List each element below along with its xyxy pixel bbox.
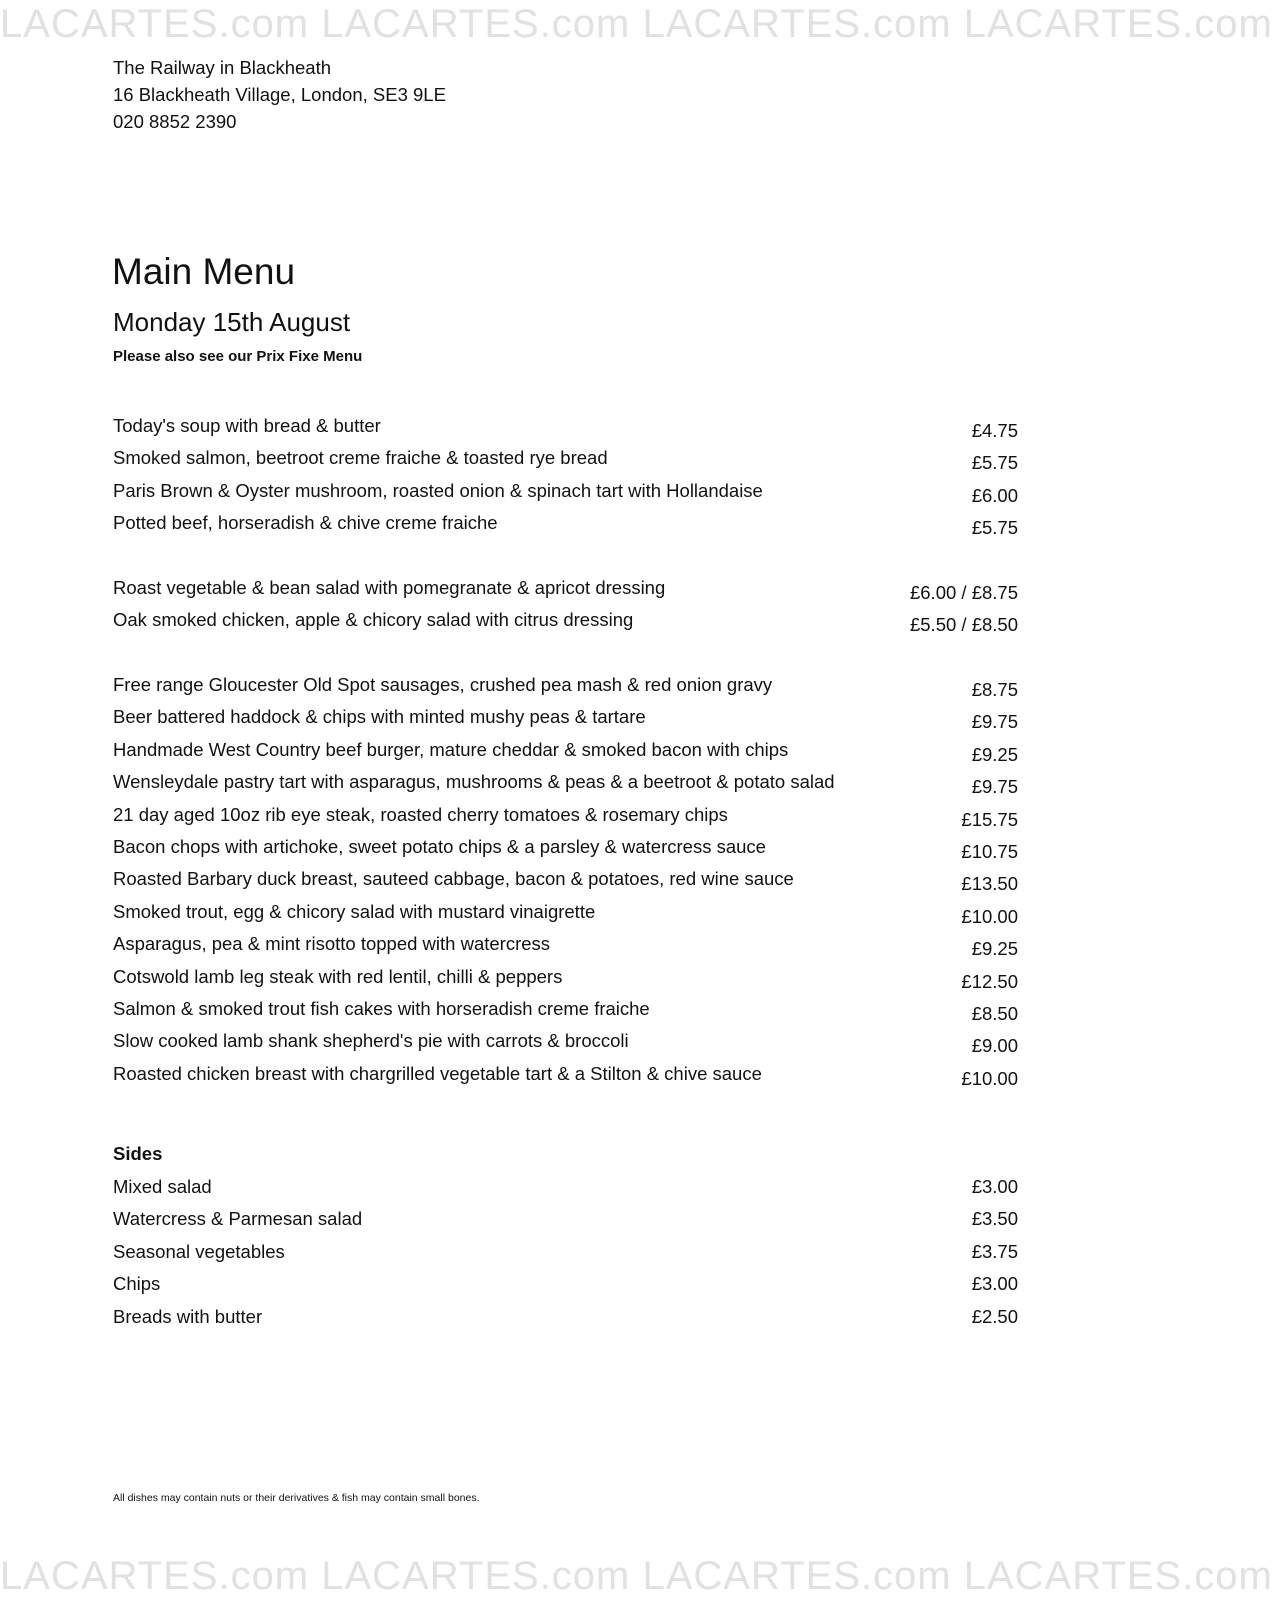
menu-item-name: Salmon & smoked trout fish cakes with horseradish creme fraiche bbox=[113, 997, 650, 1019]
menu-item-price: £9.75 bbox=[971, 711, 1018, 733]
menu-item-name: Handmade West Country beef burger, mature cheddar & smoked bacon with chips bbox=[113, 738, 789, 760]
menu-item-price: £3.75 bbox=[971, 1240, 1018, 1262]
menu-item-price: £6.00 / £8.75 bbox=[909, 582, 1018, 603]
restaurant-address: 16 Blackheath Village, London, SE3 9LE bbox=[113, 84, 446, 105]
menu-item-price: £8.75 bbox=[971, 679, 1018, 700]
menu-item-name: Today's soup with bread & butter bbox=[113, 415, 381, 436]
menu-item-name: Roast vegetable & bean salad with pomegranate & apricot dressing bbox=[113, 577, 666, 598]
menu-item bbox=[113, 674, 1018, 706]
menu-item-name: Cotswold lamb leg steak with red lentil, chilli & peppers bbox=[113, 965, 563, 987]
menu-item-price: £3.00 bbox=[971, 1176, 1018, 1197]
sides-list bbox=[113, 1176, 1018, 1338]
menu-item bbox=[113, 933, 1018, 965]
menu-item bbox=[113, 1273, 1018, 1305]
menu-item bbox=[113, 771, 1018, 803]
menu-item-price: £5.75 bbox=[971, 517, 1018, 539]
menu-item-price: £9.25 bbox=[971, 938, 1018, 960]
menu-item-name: Wensleydale pastry tart with asparagus, mushrooms & peas & a beetroot & potato salad bbox=[113, 771, 835, 793]
menu-item-price: £4.75 bbox=[971, 420, 1018, 441]
mains-list bbox=[113, 674, 1018, 1095]
menu-item-price: £12.50 bbox=[961, 970, 1018, 992]
menu-item bbox=[113, 1241, 1018, 1273]
sides-heading: Sides bbox=[113, 1143, 163, 1164]
menu-item-price: £15.75 bbox=[961, 808, 1018, 830]
menu-item-price: £6.00 bbox=[971, 484, 1018, 506]
menu-item-name: Chips bbox=[113, 1273, 161, 1295]
menu-item-price: £9.00 bbox=[971, 1035, 1018, 1057]
menu-item-price: £3.00 bbox=[971, 1273, 1018, 1295]
prix-fixe-note: Please also see our Prix Fixe Menu bbox=[113, 348, 363, 365]
menu-item-name: Bacon chops with artichoke, sweet potato chips & a parsley & watercress sauce bbox=[113, 835, 766, 857]
restaurant-name: The Railway in Blackheath bbox=[113, 57, 331, 78]
menu-item-name: Roasted chicken breast with chargrilled vegetable tart & a Stilton & chive sauce bbox=[113, 1062, 762, 1084]
menu-item bbox=[113, 1063, 1018, 1095]
watermark-top: LACARTES.com LACARTES.com LACARTES.com LACARTES.com bbox=[0, 2, 1273, 46]
menu-title: Main Menu bbox=[112, 251, 296, 292]
menu-item-name: Breads with butter bbox=[113, 1305, 263, 1327]
menu-item-name: Roasted Barbary duck breast, sauteed cabbage, bacon & potatoes, red wine sauce bbox=[113, 868, 794, 890]
salads-list bbox=[113, 577, 1018, 642]
menu-item-price: £13.50 bbox=[961, 873, 1018, 895]
menu-item bbox=[113, 577, 1018, 609]
menu-item-name: Free range Gloucester Old Spot sausages, crushed pea mash & red onion gravy bbox=[113, 674, 773, 695]
menu-item bbox=[113, 901, 1018, 933]
menu-item-name: Oak smoked chicken, apple & chicory salad with citrus dressing bbox=[113, 609, 634, 631]
menu-item-name: Mixed salad bbox=[113, 1176, 212, 1197]
menu-item-name: Seasonal vegetables bbox=[113, 1240, 285, 1262]
menu-item bbox=[113, 415, 1018, 447]
menu-item-price: £9.25 bbox=[971, 743, 1018, 765]
menu-item-name: Smoked trout, egg & chicory salad with mustard vinaigrette bbox=[113, 900, 596, 922]
menu-item bbox=[113, 804, 1018, 836]
menu-item bbox=[113, 966, 1018, 998]
menu-item-price: £8.50 bbox=[971, 1002, 1018, 1024]
starters-list bbox=[113, 415, 1018, 545]
restaurant-address-block bbox=[113, 54, 446, 135]
menu-item bbox=[113, 1306, 1018, 1338]
menu-item bbox=[113, 1176, 1018, 1208]
menu-item-price: £3.50 bbox=[971, 1208, 1018, 1230]
menu-item-name: Beer battered haddock & chips with minted mushy peas & tartare bbox=[113, 706, 646, 728]
menu-item-name: 21 day aged 10oz rib eye steak, roasted cherry tomatoes & rosemary chips bbox=[113, 803, 728, 825]
menu-item bbox=[113, 609, 1018, 641]
menu-item bbox=[113, 868, 1018, 900]
menu-item bbox=[113, 998, 1018, 1030]
watermark-bottom: LACARTES.com LACARTES.com LACARTES.com LACARTES.com bbox=[0, 1554, 1273, 1598]
menu-item bbox=[113, 739, 1018, 771]
menu-item-price: £2.50 bbox=[971, 1305, 1018, 1327]
menu-item-name: Paris Brown & Oyster mushroom, roasted onion & spinach tart with Hollandaise bbox=[113, 479, 763, 501]
menu-item-price: £5.75 bbox=[971, 452, 1018, 474]
menu-item-price: £10.00 bbox=[961, 905, 1018, 927]
menu-item bbox=[113, 447, 1018, 479]
menu-item bbox=[113, 836, 1018, 868]
menu-item bbox=[113, 1208, 1018, 1240]
menu-item-price: £5.50 / £8.50 bbox=[909, 614, 1018, 636]
menu-item-name: Asparagus, pea & mint risotto topped with watercress bbox=[113, 933, 551, 955]
restaurant-phone: 020 8852 2390 bbox=[113, 111, 237, 132]
menu-item bbox=[113, 706, 1018, 738]
menu-item bbox=[113, 512, 1018, 544]
menu-item-name: Smoked salmon, beetroot creme fraiche & toasted rye bread bbox=[113, 447, 608, 469]
menu-item bbox=[113, 1030, 1018, 1062]
allergen-note: All dishes may contain nuts or their derivatives & fish may contain small bones. bbox=[113, 1492, 480, 1504]
menu-item-name: Potted beef, horseradish & chive creme fraiche bbox=[113, 512, 498, 534]
menu-item-price: £9.75 bbox=[971, 776, 1018, 798]
menu-item bbox=[113, 480, 1018, 512]
menu-item-name: Watercress & Parmesan salad bbox=[113, 1208, 363, 1230]
menu-item-price: £10.00 bbox=[961, 1067, 1018, 1089]
menu-date: Monday 15th August bbox=[113, 307, 351, 337]
menu-item-name: Slow cooked lamb shank shepherd's pie with carrots & broccoli bbox=[113, 1030, 629, 1052]
menu-item-price: £10.75 bbox=[961, 840, 1018, 862]
